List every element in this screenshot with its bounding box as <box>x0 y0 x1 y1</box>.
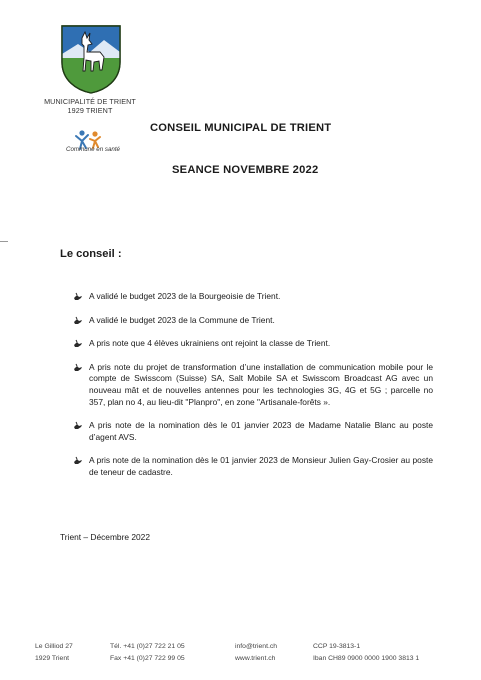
list-item <box>73 338 433 350</box>
pointing-hand-bullet-icon <box>73 363 83 373</box>
list-item-text: A validé le budget 2023 de la Commune de Trient. <box>89 314 275 325</box>
footer-address-line2: 1929 Trient <box>35 654 70 662</box>
municipality-name: MUNICIPALITÉ DE TRIENT <box>44 97 136 106</box>
footer-web <box>235 641 277 664</box>
list-item <box>73 315 433 327</box>
footer-ccp: CCP 19-3813-1 <box>313 643 361 650</box>
list-item-text: A pris note du projet de transformation d’une installation de communication mobile pour le compte de Swisscom (Suisse) SA, Salt Mobile SA et Swisscom Broadcast AG avec un nouveau mât et de nouvelles antennes pour les technologies 3G, 4G et 5G ; parcelle no 357, plan no 4, au lieu-dit "Planpro", en zone "Artisanale-forêts ». <box>89 361 433 407</box>
footer-email-link[interactable]: info@trient.ch <box>235 643 278 650</box>
date-line: Trient – Décembre 2022 <box>60 532 150 542</box>
list-item <box>73 291 433 303</box>
footer-iban: Iban CH89 0900 0000 1900 3813 1 <box>313 654 420 662</box>
pointing-hand-bullet-icon <box>73 339 83 349</box>
municipality-postal: 1929 TRIENT <box>67 106 113 115</box>
pointing-hand-bullet-icon <box>73 316 83 326</box>
pointing-hand-bullet-icon <box>73 292 83 302</box>
municipal-crest-icon <box>60 24 122 94</box>
pointing-hand-bullet-icon <box>73 456 83 466</box>
page-subtitle: SEANCE NOVEMBRE 2022 <box>172 164 319 176</box>
list-item-text: A validé le budget 2023 de la Bourgeoisie de Trient. <box>89 291 281 301</box>
list-item-text: A pris note que 4 élèves ukrainiens ont rejoint la classe de Trient. <box>89 338 331 349</box>
footer-address <box>35 641 73 664</box>
page-title: CONSEIL MUNICIPAL DE TRIENT <box>150 122 332 134</box>
list-item-text: A pris note de la nomination dès le 01 janvier 2023 de Monsieur Julien Gay-Crosier au poste de teneur de cadastre. <box>89 455 433 477</box>
list-item <box>73 362 433 408</box>
section-heading: Le conseil : <box>60 248 122 260</box>
footer-address-line1: Le Gilliod 27 <box>35 643 73 650</box>
footer-website-link[interactable]: www.trient.ch <box>235 654 276 662</box>
list-item <box>73 455 433 478</box>
footer-phone: Tél. +41 (0)27 722 21 05 <box>110 643 185 650</box>
footer-fax: Fax +41 (0)27 722 99 05 <box>110 654 185 662</box>
list-item <box>73 420 433 443</box>
footer-phones <box>110 641 185 664</box>
health-label: Commune en santé <box>66 146 120 153</box>
list-item-text: A pris note de la nomination dès le 01 janvier 2023 de Madame Natalie Blanc au poste d’agent AVS. <box>89 420 433 442</box>
pointing-hand-bullet-icon <box>73 421 83 431</box>
footer-bank <box>313 641 419 664</box>
decision-list <box>73 291 433 491</box>
municipality-block <box>30 97 150 115</box>
margin-mark <box>0 241 8 242</box>
commune-en-sante-logo-icon <box>62 127 122 161</box>
